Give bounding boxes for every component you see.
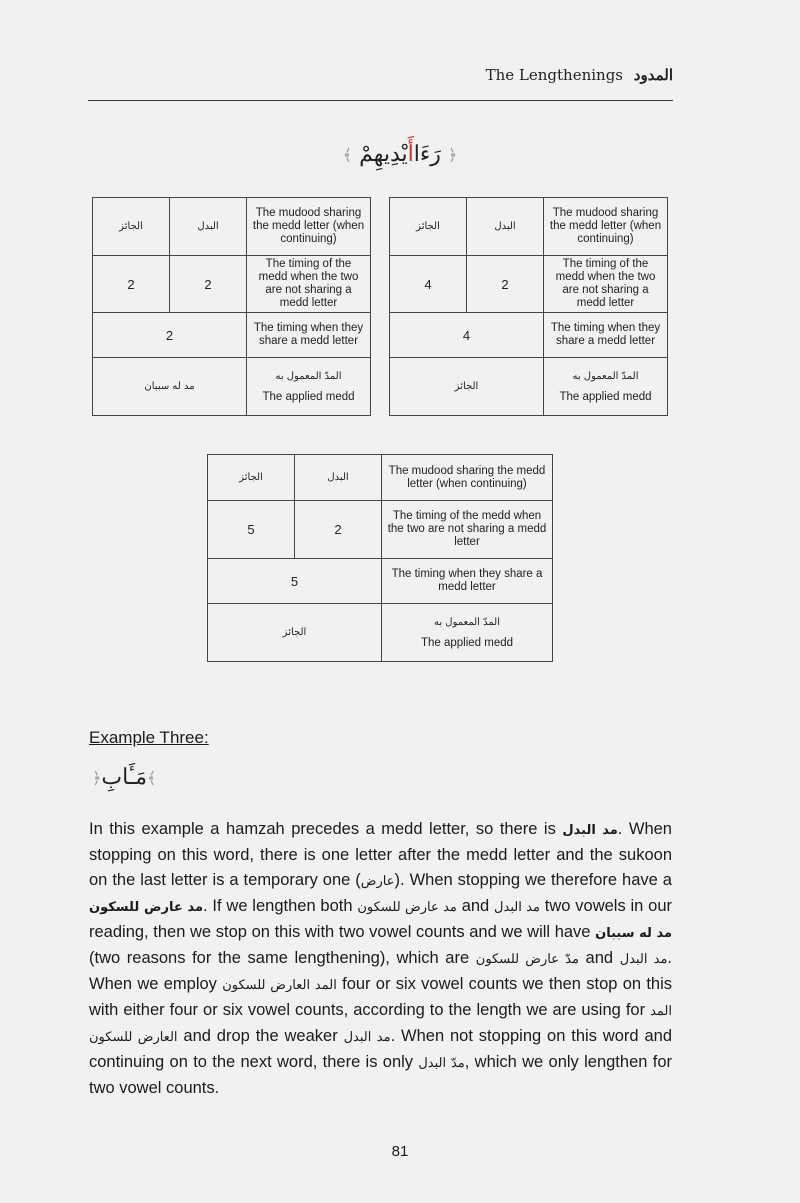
para-text: and bbox=[578, 949, 620, 967]
table-cell: 2 bbox=[295, 501, 382, 559]
table-cell: 5 bbox=[208, 559, 382, 604]
timing-table-3 bbox=[207, 454, 553, 662]
page-number: 81 bbox=[391, 1143, 409, 1160]
para-text: four or six vowel counts we then stop on this with either four or six vowel counts, according to the length we are using for bbox=[89, 975, 672, 1019]
table-cell: 2 bbox=[170, 256, 247, 313]
running-title-ar: المدود bbox=[633, 66, 673, 84]
verse-text bbox=[359, 142, 441, 167]
para-arabic: مد البدل bbox=[343, 1030, 391, 1045]
example-word-text: مَـَٔابِ bbox=[101, 765, 148, 790]
table-cell: البدل bbox=[467, 198, 544, 256]
table-cell: The timing when they share a medd letter bbox=[382, 559, 553, 604]
table-cell: الجائز bbox=[390, 198, 467, 256]
table-cell bbox=[382, 604, 553, 662]
applied-medd-ar: المدّ المعمول به bbox=[433, 616, 500, 628]
table-cell: مد له سببان bbox=[93, 358, 247, 416]
table-cell: The timing when they share a medd letter bbox=[544, 313, 668, 358]
para-text: . If we lengthen both bbox=[203, 897, 358, 915]
table-cell: 2 bbox=[467, 256, 544, 313]
verse-ornament-left-icon: ﴿ bbox=[447, 145, 458, 165]
example-paragraph bbox=[89, 817, 672, 1101]
table-cell: The mudood sharing the medd letter (when continuing) bbox=[544, 198, 668, 256]
verse-text-rest: يْدِيهِمْ bbox=[359, 142, 408, 167]
example-title: Example Three: bbox=[89, 728, 209, 747]
verse-text-black: رَءَا bbox=[413, 142, 441, 167]
table-cell: The mudood sharing the medd letter (when continuing) bbox=[247, 198, 371, 256]
table-cell: الجائز bbox=[208, 455, 295, 501]
page-header bbox=[88, 62, 673, 101]
table-cell: The timing of the medd when the two are not sharing a medd letter bbox=[544, 256, 668, 313]
table-cell: الجائز bbox=[208, 604, 382, 662]
para-text: In this example a hamzah precedes a medd letter, so there is bbox=[89, 820, 563, 838]
para-arabic: مد عارض للسكون bbox=[357, 900, 457, 915]
table-cell bbox=[544, 358, 668, 416]
table-cell: The timing of the medd when the two are not sharing a medd letter bbox=[382, 501, 553, 559]
para-text: , which we only lengthen for two vowel counts. bbox=[89, 1053, 672, 1097]
para-arabic: مد له سببان bbox=[595, 926, 672, 941]
table-cell: 2 bbox=[93, 256, 170, 313]
table-cell: The mudood sharing the medd letter (when continuing) bbox=[382, 455, 553, 501]
quran-verse bbox=[0, 142, 800, 167]
table-cell: The timing of the medd when the two are not sharing a medd letter bbox=[247, 256, 371, 313]
para-text: two vowels in our reading, then we stop on this with two vowel counts and we will have bbox=[89, 897, 673, 941]
para-arabic: المد العارض للسكون bbox=[222, 978, 337, 993]
para-arabic: عارض bbox=[360, 874, 395, 889]
para-arabic: مد البدل bbox=[562, 823, 618, 838]
table-cell: البدل bbox=[170, 198, 247, 256]
para-text: and drop the weaker bbox=[177, 1027, 344, 1045]
word-ornament-right-icon: ﴾ bbox=[147, 768, 157, 788]
table-cell: البدل bbox=[295, 455, 382, 501]
table-cell bbox=[247, 358, 371, 416]
para-arabic: مد البدل bbox=[494, 900, 540, 915]
para-arabic: المد العارض للسكون bbox=[89, 1004, 672, 1045]
para-text: (two reasons for the same lengthening), which are bbox=[89, 949, 476, 967]
table-cell: The timing when they share a medd letter bbox=[247, 313, 371, 358]
table-cell: 5 bbox=[208, 501, 295, 559]
example-word bbox=[92, 765, 156, 790]
para-text: . When not stopping on this word and continuing on to the next word, there is only bbox=[89, 1027, 672, 1071]
para-arabic: مدّ عارض للسكون bbox=[475, 952, 579, 967]
applied-medd-label: The applied medd bbox=[420, 636, 514, 649]
word-ornament-left-icon: ﴿ bbox=[92, 768, 102, 788]
applied-medd-ar: المدّ المعمول به bbox=[572, 370, 639, 382]
para-text: and bbox=[456, 897, 495, 915]
timing-table-1 bbox=[92, 197, 371, 416]
para-arabic: مدّ البدل bbox=[418, 1056, 465, 1071]
table-cell: 2 bbox=[93, 313, 247, 358]
table-cell: 4 bbox=[390, 256, 467, 313]
para-arabic: مد البدل bbox=[619, 952, 668, 967]
table-cell: 4 bbox=[390, 313, 544, 358]
verse-ornament-right-icon: ﴾ bbox=[342, 145, 353, 165]
applied-medd-label: The applied medd bbox=[559, 390, 652, 403]
verse-text-red: أَ bbox=[407, 142, 414, 167]
para-text: . When stopping on this word, there is one letter after the medd letter and the sukoon on the last letter is a temporary one ( bbox=[89, 820, 672, 889]
para-text: ). When stopping we therefore have a bbox=[394, 871, 672, 889]
running-title-en: The Lengthenings bbox=[485, 66, 623, 84]
running-title bbox=[486, 66, 673, 84]
applied-medd-ar: المدّ المعمول به bbox=[275, 370, 342, 382]
para-arabic: مد عارض للسكون bbox=[89, 900, 204, 915]
timing-table-2 bbox=[389, 197, 668, 416]
applied-medd-label: The applied medd bbox=[262, 390, 355, 403]
table-cell: الجائز bbox=[93, 198, 170, 256]
para-text: . When we employ bbox=[89, 949, 672, 993]
table-cell: الجائز bbox=[390, 358, 544, 416]
